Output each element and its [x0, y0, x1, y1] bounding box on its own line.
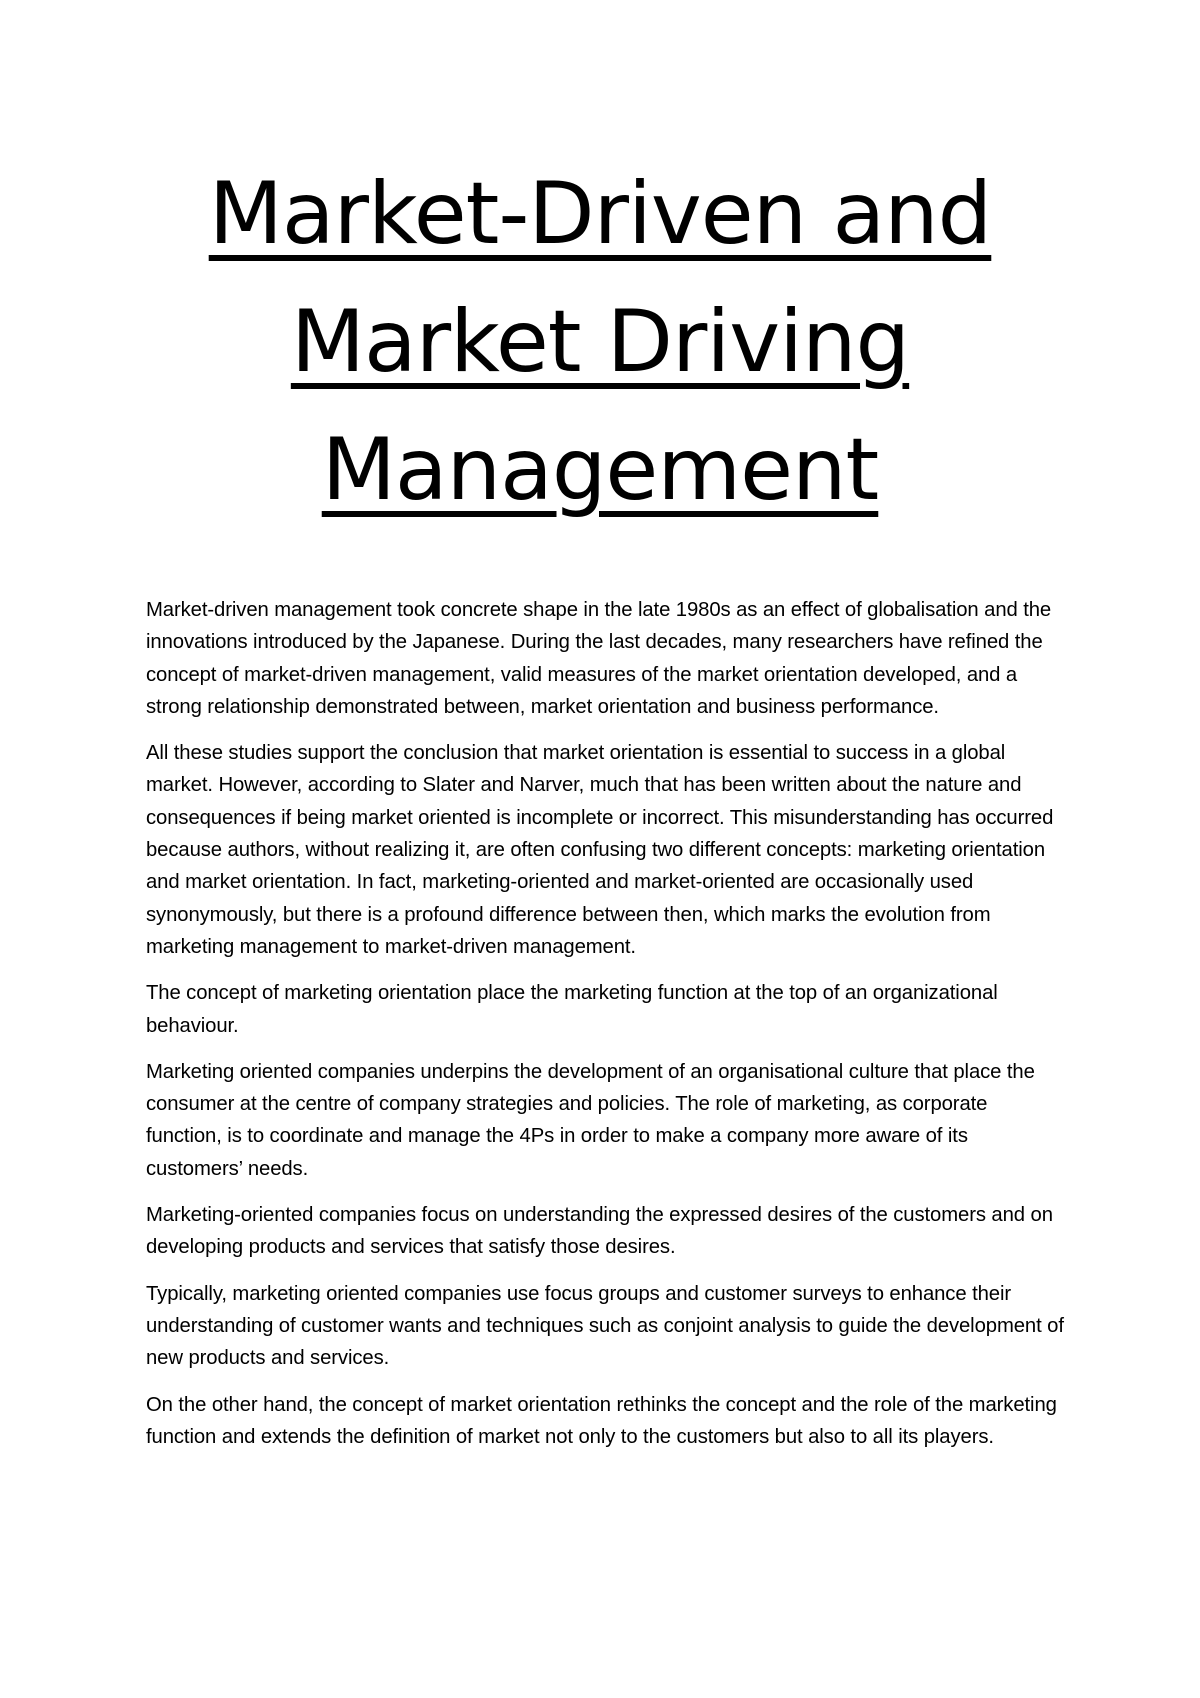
title-line-1: Market-Driven and	[208, 164, 992, 264]
title-line-3: Management	[321, 420, 879, 520]
paragraph-4: Marketing oriented companies underpins the development of an organisational culture that place the consumer at the centre of company strategies and policies. The role of marketing, as corporate function, is to coordinate and manage the 4Ps in order to make a company more aware of its customers’ needs.	[146, 1060, 1035, 1180]
paragraph-1: Market-driven management took concrete shape in the late 1980s as an effect of globalisation and the innovations introduced by the Japanese. During the last decades, many researchers have refined the concept of market-driven management, valid measures of the market orientation developed, and a strong relationship demonstrated between, market orientation and business performance.	[146, 599, 1052, 718]
paragraph-7: On the other hand, the concept of market orientation rethinks the concept and the role of the marketing function and extends the definition of market not only to the customers but also to all its players.	[146, 1393, 1057, 1448]
paragraph-5: Marketing-oriented companies focus on understanding the expressed desires of the customers and on developing products and services that satisfy those desires.	[146, 1204, 1053, 1259]
title-line-2: Market Driving	[290, 292, 910, 392]
paragraph-2: All these studies support the conclusion that market orientation is essential to success in a global market. However, according to Slater and Narver, much that has been written about the nature and consequences if being market oriented is incomplete or incorrect. This misunderstanding has occurred because authors, without realizing it, are often confusing two different concepts: marketing orientation and market orientation. In fact, marketing-oriented and market-oriented are occasionally used synonymously, but there is a profound difference between then, which marks the evolution from marketing management to market-driven management.	[146, 742, 1054, 958]
paragraph-3: The concept of marketing orientation place the marketing function at the top of an organizational behaviour.	[146, 982, 998, 1037]
document-title	[120, 150, 1080, 534]
paragraph-6: Typically, marketing oriented companies use focus groups and customer surveys to enhance their understanding of customer wants and techniques such as conjoint analysis to guide the development of new products and services.	[146, 1282, 1064, 1370]
document-body	[146, 594, 1066, 1467]
